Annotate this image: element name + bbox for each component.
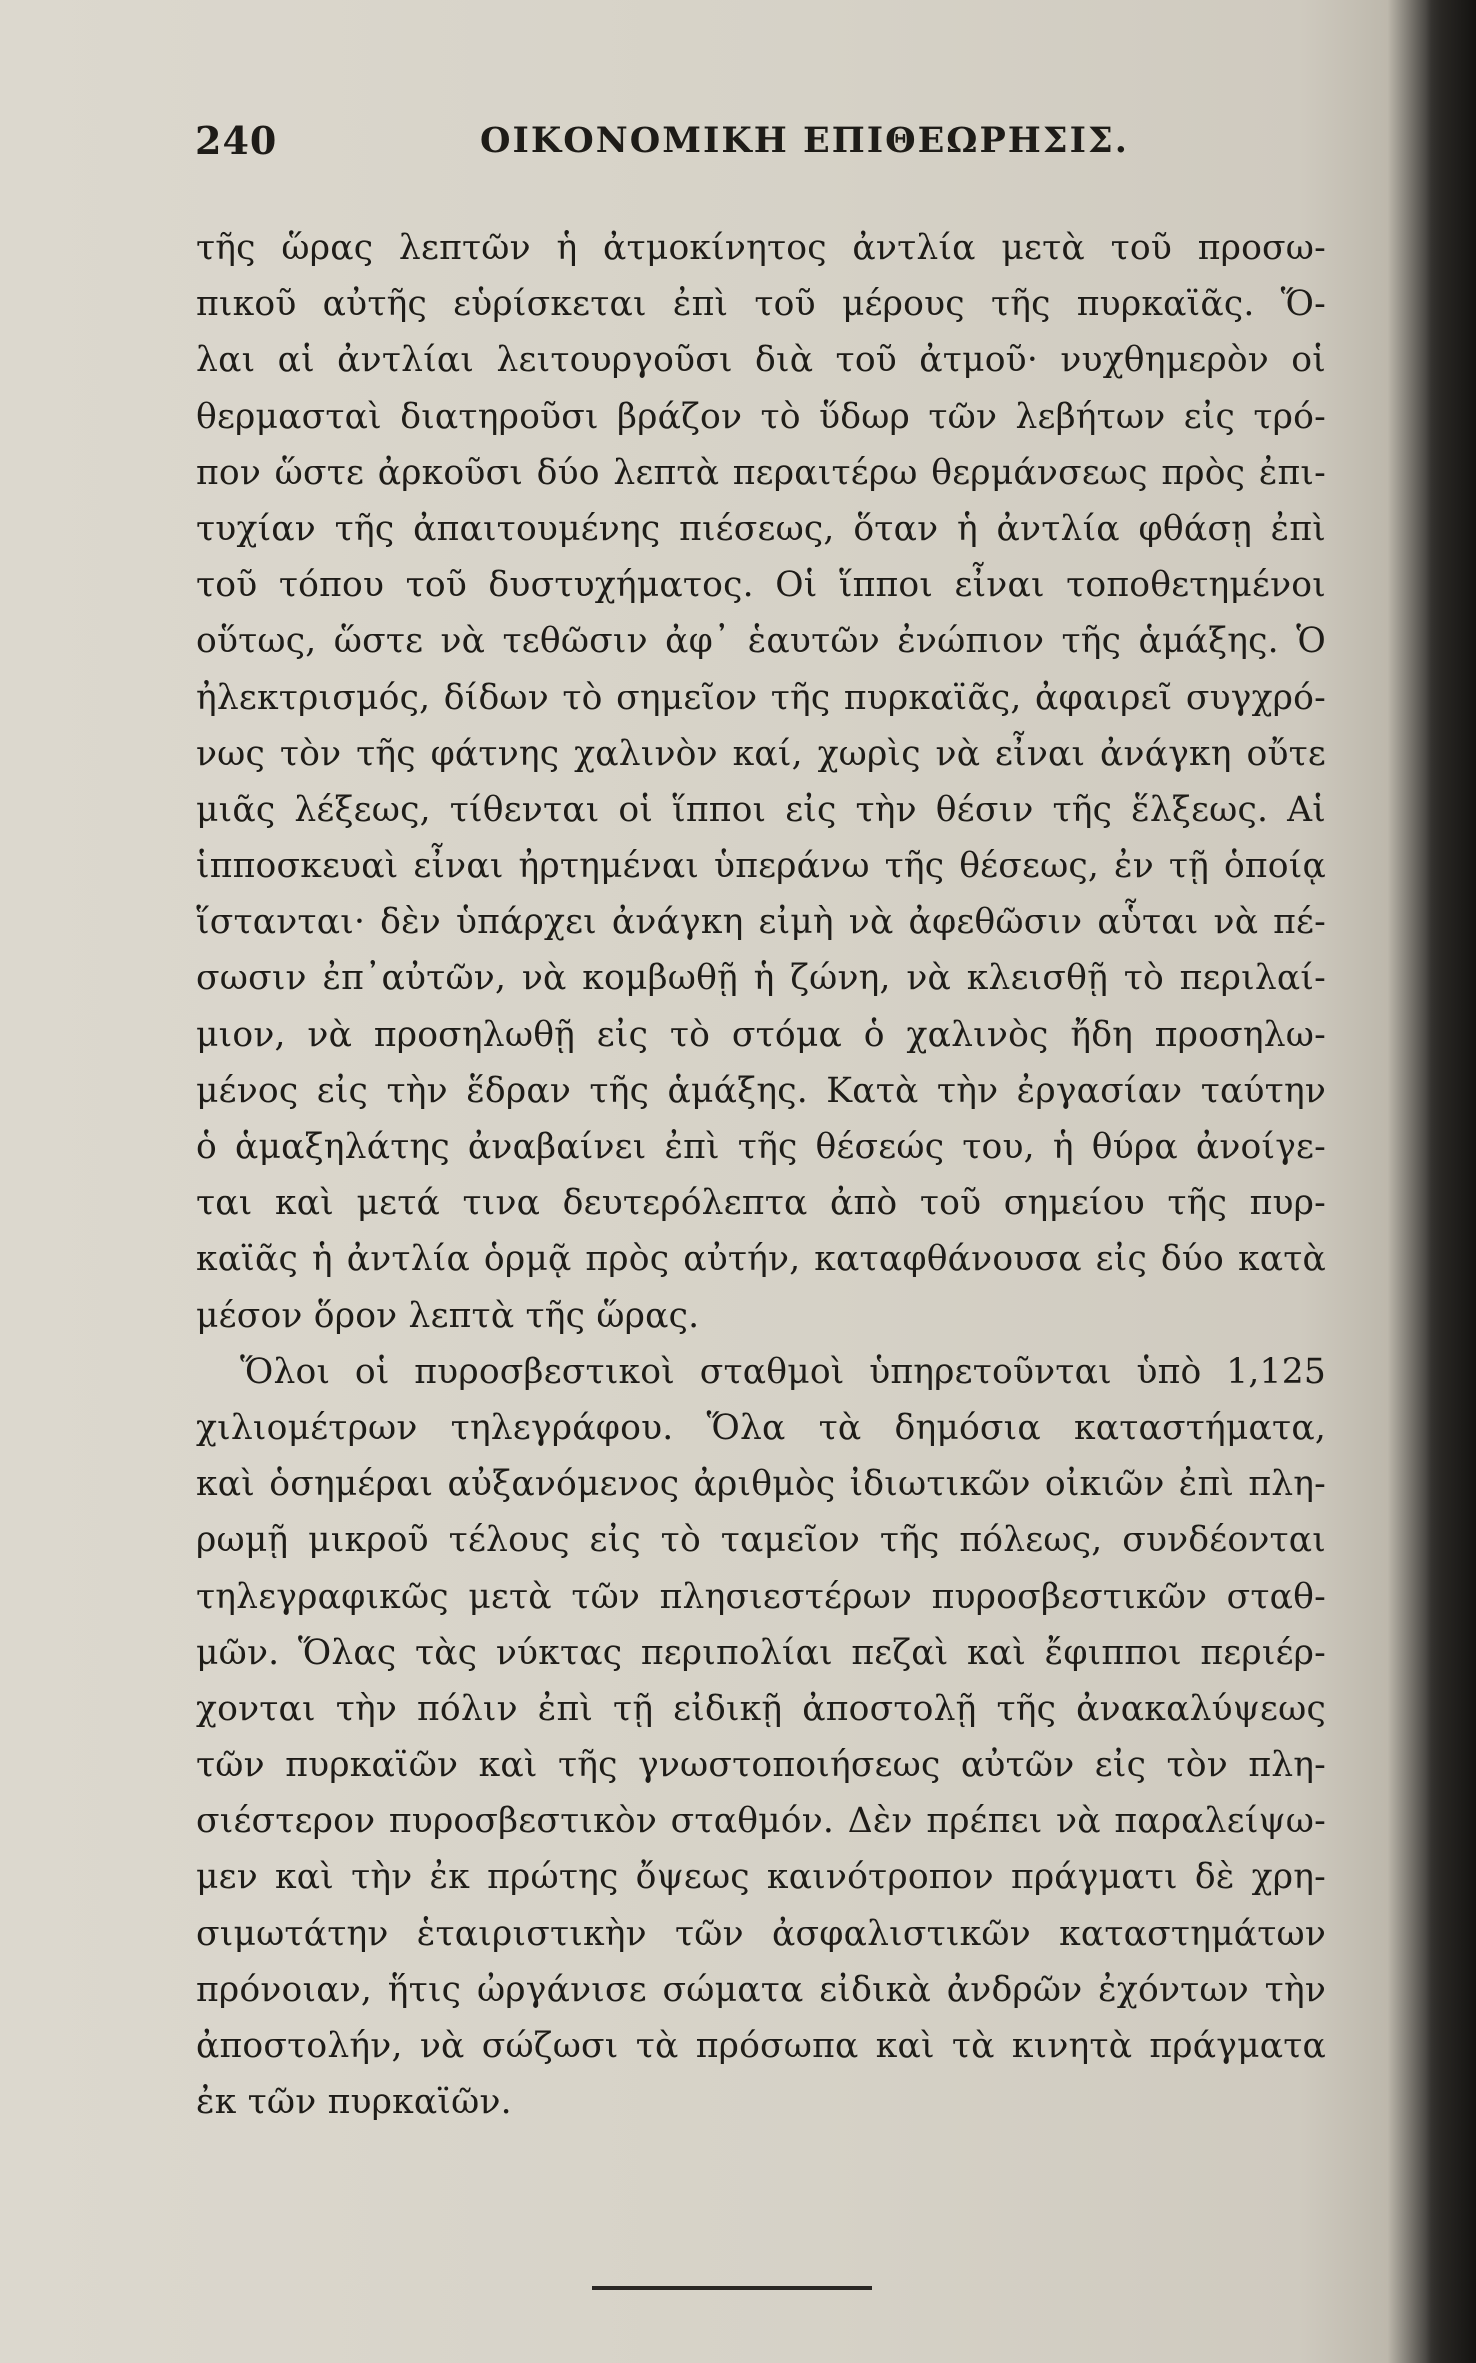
- text-line: ται καὶ μετά τινα δευτερόλεπτα ἀπὸ τοῦ σημείου τῆς πυρ-: [196, 1183, 1326, 1224]
- text-line: τοῦ τόπου τοῦ δυστυχήματος. Οἱ ἵπποι εἶναι τοποθετημένοι: [196, 565, 1326, 606]
- text-line: μιᾶς λέξεως, τίθενται οἱ ἵπποι εἰς τὴν θέσιν τῆς ἕλξεως. Αἱ: [196, 789, 1326, 830]
- text-line: ἀποστολήν, νὰ σώζωσι τὰ πρόσωπα καὶ τὰ κινητὰ πράγματα: [196, 2026, 1326, 2066]
- text-line: σιέστερον πυροσβεστικὸν σταθμόν. Δὲν πρέπει νὰ παραλείψω-: [196, 1801, 1326, 1842]
- text-line: ἱπποσκευαὶ εἶναι ἠρτημέναι ὑπεράνω τῆς θέσεως, ἐν τῇ ὁποίᾳ: [196, 846, 1326, 887]
- text-line: πικοῦ αὐτῆς εὑρίσκεται ἐπὶ τοῦ μέρους τῆς πυρκαϊᾶς. Ὅ-: [196, 284, 1326, 325]
- text-line: Ὅλοι οἱ πυροσβεστικοὶ σταθμοὶ ὑπηρετοῦνται ὑπὸ 1,125: [240, 1351, 1326, 1392]
- text-line: χιλιομέτρων τηλεγράφου. Ὅλα τὰ δημόσια καταστήματα,: [196, 1407, 1326, 1448]
- text-line: καὶ ὁσημέραι αὐξανόμενος ἀριθμὸς ἰδιωτικῶν οἰκιῶν ἐπὶ πλη-: [196, 1464, 1326, 1505]
- text-line: τηλεγραφικῶς μετὰ τῶν πλησιεστέρων πυροσβεστικῶν σταθ-: [196, 1576, 1326, 1617]
- text-line: μιον, νὰ προσηλωθῇ εἰς τὸ στόμα ὁ χαλινὸς ἤδη προσηλω-: [196, 1014, 1326, 1055]
- text-line: λαι αἱ ἀντλίαι λειτουργοῦσι διὰ τοῦ ἀτμοῦ· νυχθημερὸν οἱ: [196, 340, 1326, 381]
- text-line: μένος εἰς τὴν ἕδραν τῆς ἁμάξης. Κατὰ τὴν ἐργασίαν ταύτην: [196, 1070, 1326, 1111]
- text-line: θερμασταὶ διατηροῦσι βράζον τὸ ὕδωρ τῶν λεβήτων εἰς τρό-: [196, 396, 1326, 437]
- text-line: ὁ ἁμαξηλάτης ἀναβαίνει ἐπὶ τῆς θέσεώς του, ἡ θύρα ἀνοίγε-: [196, 1127, 1326, 1167]
- page-header: [195, 118, 1345, 178]
- page-number: 240: [195, 118, 278, 163]
- text-line: σιμωτάτην ἑταιριστικὴν τῶν ἀσφαλιστικῶν καταστημάτων: [196, 1913, 1326, 1954]
- text-line: μεν καὶ τὴν ἐκ πρώτης ὄψεως καινότροπον πράγματι δὲ χρη-: [196, 1857, 1326, 1898]
- body-text: [196, 220, 1326, 2130]
- text-line: πρόνοιαν, ἥτις ὠργάνισε σώματα εἰδικὰ ἀνδρῶν ἐχόντων τὴν: [196, 1969, 1326, 2010]
- running-head: ΟΙΚΟΝΟΜΙΚΗ ΕΠΙΘΕΩΡΗΣΙΣ.: [480, 120, 1129, 161]
- text-line: τῆς ὥρας λεπτῶν ἡ ἀτμοκίνητος ἀντλία μετὰ τοῦ προσω-: [196, 228, 1326, 268]
- text-line: οὕτως, ὥστε νὰ τεθῶσιν ἀφ᾽ ἑαυτῶν ἐνώπιον τῆς ἁμάξης. Ὁ: [196, 621, 1326, 662]
- text-line: ἐκ τῶν πυρκαϊῶν.: [196, 2082, 512, 2123]
- text-line: χονται τὴν πόλιν ἐπὶ τῇ εἰδικῇ ἀποστολῇ τῆς ἀνακαλύψεως: [196, 1688, 1326, 1729]
- binding-shadow: [1426, 0, 1476, 2363]
- text-line: ἠλεκτρισμός, δίδων τὸ σημεῖον τῆς πυρκαϊᾶς, ἀφαιρεῖ συγχρό-: [196, 677, 1326, 718]
- text-line: μῶν. Ὅλας τὰς νύκτας περιπολίαι πεζαὶ καὶ ἔφιπποι περιέρ-: [196, 1632, 1326, 1673]
- text-line: τῶν πυρκαϊῶν καὶ τῆς γνωστοποιήσεως αὐτῶν εἰς τὸν πλη-: [196, 1745, 1326, 1786]
- text-line: σωσιν ἐπ᾽αὐτῶν, νὰ κομβωθῇ ἡ ζώνη, νὰ κλεισθῇ τὸ περιλαί-: [196, 958, 1326, 999]
- section-end-rule: [592, 2286, 872, 2290]
- text-line: νως τὸν τῆς φάτνης χαλινὸν καί, χωρὶς νὰ εἶναι ἀνάγκη οὔτε: [196, 733, 1326, 774]
- text-line: ἵστανται· δὲν ὑπάρχει ἀνάγκη εἰμὴ νὰ ἀφεθῶσιν αὗται νὰ πέ-: [196, 902, 1326, 943]
- text-line: μέσον ὅρον λεπτὰ τῆς ὥρας.: [196, 1295, 700, 1336]
- text-line: πον ὥστε ἀρκοῦσι δύο λεπτὰ περαιτέρω θερμάνσεως πρὸς ἐπι-: [196, 452, 1326, 493]
- text-line: καϊᾶς ἡ ἀντλία ὁρμᾷ πρὸς αὐτήν, καταφθάνουσα εἰς δύο κατὰ: [196, 1239, 1326, 1280]
- text-line: ρωμῇ μικροῦ τέλους εἰς τὸ ταμεῖον τῆς πόλεως, συνδέονται: [196, 1520, 1326, 1561]
- text-line: τυχίαν τῆς ἀπαιτουμένης πιέσεως, ὅταν ἡ ἀντλία φθάσῃ ἐπὶ: [196, 508, 1326, 549]
